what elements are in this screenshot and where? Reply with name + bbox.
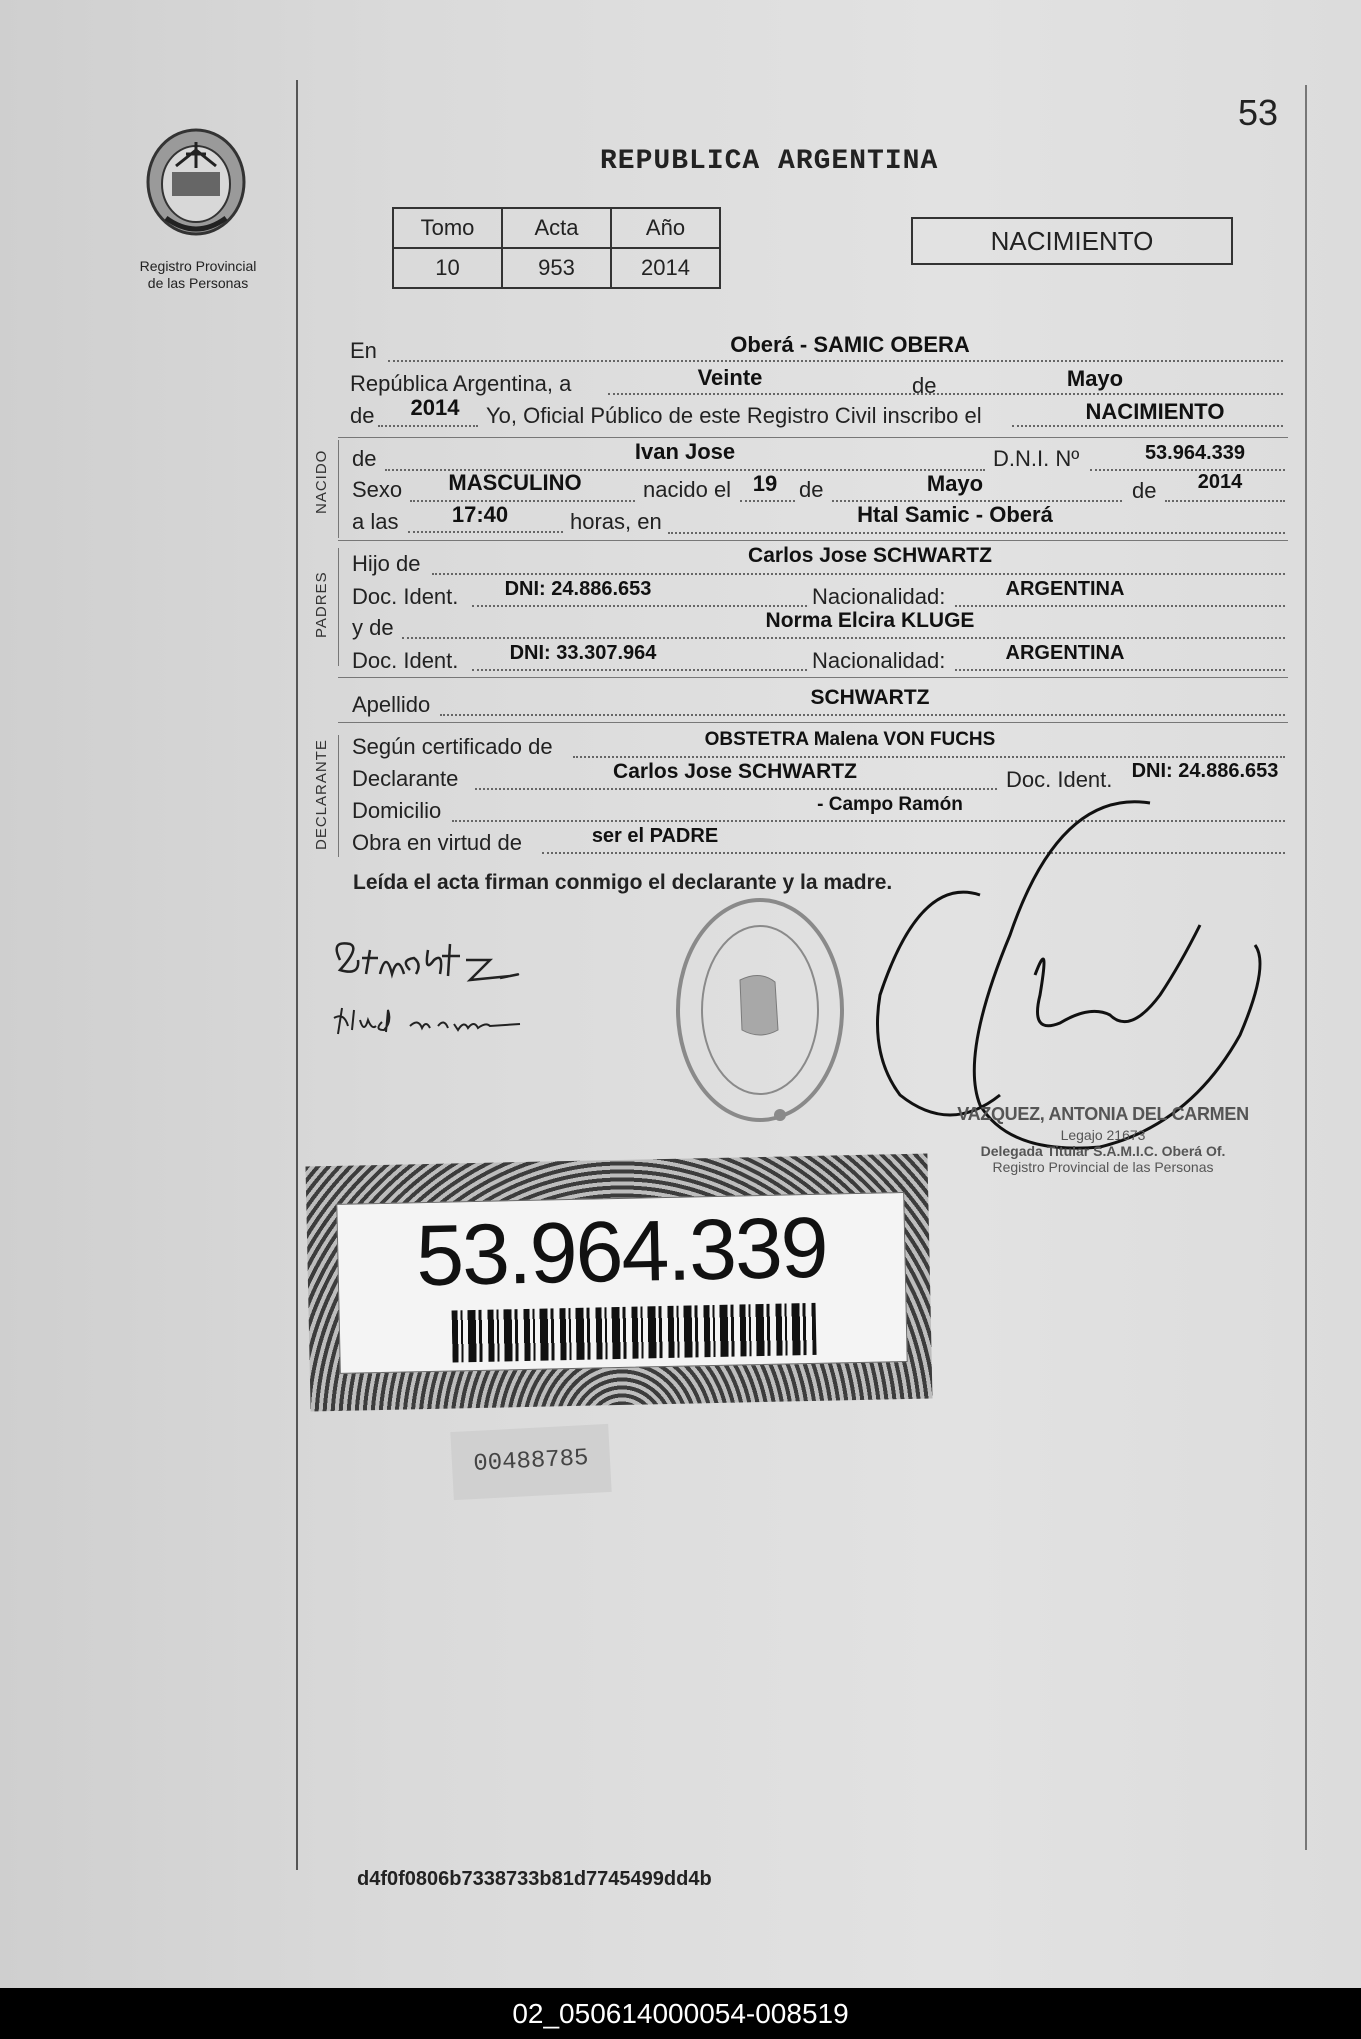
padres-bracket bbox=[338, 548, 339, 666]
barcode-label bbox=[336, 1192, 907, 1374]
document-type-box bbox=[911, 217, 1233, 265]
nacido-year-value: 2014 bbox=[1197, 471, 1243, 493]
hijo-de-label: Hijo de bbox=[352, 551, 421, 576]
table-header-acta: Acta bbox=[502, 208, 611, 248]
table-value-acta: 953 bbox=[502, 248, 611, 288]
dni-value: 53.964.339 bbox=[1144, 442, 1246, 464]
father-doc-label: Doc. Ident. bbox=[352, 584, 459, 609]
inscribo-value: NACIMIENTO bbox=[1085, 399, 1225, 424]
country-title: REPUBLICA ARGENTINA bbox=[600, 146, 939, 177]
serial-sticker bbox=[450, 1424, 611, 1500]
time-value: 17:40 bbox=[451, 502, 509, 527]
mother-nat-label: Nacionalidad: bbox=[812, 648, 946, 673]
section-label-declarante: DECLARANTE bbox=[313, 739, 330, 850]
nacido-de-label: de bbox=[352, 446, 377, 471]
provincial-logo bbox=[136, 122, 256, 262]
footer-id-bar bbox=[0, 1988, 1361, 2039]
barcode-number: 53.964.339 bbox=[415, 1199, 828, 1305]
nacido-bracket bbox=[338, 440, 339, 538]
nacido-month-value: Mayo bbox=[926, 471, 984, 496]
father-dots bbox=[432, 573, 1285, 575]
official-legajo: Legajo 21673 bbox=[1060, 1127, 1146, 1143]
obra-value: ser el PADRE bbox=[591, 825, 719, 847]
mother-doc-value: DNI: 33.307.964 bbox=[509, 642, 657, 664]
mother-nat-value: ARGENTINA bbox=[1005, 642, 1125, 664]
en-value: Oberá - SAMIC OBERA bbox=[730, 332, 970, 357]
barcode-label-frame bbox=[306, 1154, 933, 1412]
logo-caption-line1: Registro Provincial bbox=[139, 258, 257, 274]
document-hash: d4f0f0806b7338733b81d7745499dd4b bbox=[357, 1868, 712, 1890]
father-nat-value: ARGENTINA bbox=[1005, 578, 1125, 600]
segun-value: OBSTETRA Malena VON FUCHS bbox=[704, 729, 996, 750]
dni-label: D.N.I. Nº bbox=[993, 446, 1080, 471]
nacido-de2-label: de bbox=[799, 477, 824, 502]
tomo-acta-anio-table bbox=[392, 207, 721, 289]
section-divider-declarante bbox=[338, 722, 1288, 723]
logo-caption-line2: de las Personas bbox=[147, 275, 249, 291]
misiones-seal-icon bbox=[136, 122, 256, 262]
table-header-tomo: Tomo bbox=[393, 208, 502, 248]
nacido-day-dots bbox=[740, 500, 795, 502]
declarante-value: Carlos Jose SCHWARTZ bbox=[613, 760, 857, 783]
barcode-bars bbox=[452, 1303, 817, 1363]
table-value-anio: 2014 bbox=[611, 248, 720, 288]
declarante-dots bbox=[475, 788, 997, 790]
mother-doc-label: Doc. Ident. bbox=[352, 648, 459, 673]
horas-label: horas, en bbox=[570, 509, 662, 534]
serial-number: 00488785 bbox=[472, 1445, 590, 1478]
oficial-text: Yo, Oficial Público de este Registro Civil inscribo el bbox=[486, 403, 982, 428]
apellido-value: SCHWARTZ bbox=[810, 686, 930, 709]
document-type-label: NACIMIENTO bbox=[990, 226, 1154, 256]
a-las-label: a las bbox=[352, 509, 399, 534]
right-margin-line bbox=[1305, 85, 1307, 1850]
sexo-label: Sexo bbox=[352, 477, 403, 502]
segun-label: Según certificado de bbox=[352, 734, 553, 759]
section-label-nacido: NACIDO bbox=[313, 449, 330, 514]
father-doc-dots bbox=[472, 605, 807, 607]
obra-label: Obra en virtud de bbox=[352, 830, 522, 855]
en-label: En bbox=[350, 338, 377, 363]
republica-dots bbox=[608, 393, 1283, 395]
place-dots bbox=[668, 532, 1285, 534]
republica-label: República Argentina, a bbox=[350, 371, 572, 396]
sexo-value: MASCULINO bbox=[448, 470, 582, 495]
section-divider-apellido bbox=[338, 677, 1288, 678]
nacido-de3-label: de bbox=[1132, 478, 1157, 503]
domicilio-label: Domicilio bbox=[352, 798, 442, 823]
father-doc-value: DNI: 24.886.653 bbox=[504, 578, 652, 600]
official-stamp bbox=[938, 1104, 1268, 1175]
parent-signatures bbox=[330, 930, 630, 1040]
intro-day-value: Veinte bbox=[697, 365, 763, 390]
apellido-label: Apellido bbox=[352, 692, 431, 717]
father-value: Carlos Jose SCHWARTZ bbox=[748, 544, 992, 567]
nacido-name-value: Ivan Jose bbox=[634, 439, 736, 464]
nacido-year-dots bbox=[1165, 500, 1285, 502]
intro-year-value: 2014 bbox=[410, 395, 460, 420]
intro-de-label: de bbox=[912, 373, 937, 398]
declarante-label: Declarante bbox=[352, 766, 459, 791]
place-value: Htal Samic - Oberá bbox=[857, 502, 1053, 527]
intro-month-value: Mayo bbox=[1066, 366, 1124, 391]
inscribo-dots bbox=[1012, 425, 1283, 427]
section-divider-padres bbox=[338, 540, 1288, 541]
left-margin-line bbox=[296, 80, 298, 1870]
apellido-dots bbox=[440, 714, 1285, 716]
mother-value: Norma Elcira KLUGE bbox=[765, 609, 975, 632]
y-de-label: y de bbox=[352, 615, 394, 640]
declarante-bracket bbox=[338, 735, 339, 857]
declarante-doc-value: DNI: 24.886.653 bbox=[1131, 760, 1279, 782]
delegation-round-seal bbox=[660, 890, 860, 1140]
footer-id: 02_050614000054-008519 bbox=[512, 1998, 849, 2029]
domicilio-value: - Campo Ramón bbox=[817, 794, 963, 815]
intro-year-dots bbox=[378, 425, 478, 427]
section-divider-nacido bbox=[338, 437, 1288, 438]
table-header-anio: Año bbox=[611, 208, 720, 248]
segun-dots bbox=[573, 756, 1285, 758]
mother-doc-dots bbox=[472, 669, 807, 671]
mother-dots bbox=[402, 637, 1285, 639]
nacido-day-value: 19 bbox=[752, 471, 778, 496]
table-value-tomo: 10 bbox=[393, 248, 502, 288]
section-label-padres: PADRES bbox=[313, 571, 330, 638]
father-nat-dots bbox=[955, 605, 1285, 607]
father-nat-label: Nacionalidad: bbox=[812, 584, 946, 609]
page-number: 53 bbox=[1238, 92, 1279, 133]
official-role: Delegada Titular S.A.M.I.C. Oberá Of. bbox=[980, 1143, 1226, 1159]
intro-de2-label: de bbox=[350, 403, 375, 428]
time-dots bbox=[408, 531, 563, 533]
official-name: VAZQUEZ, ANTONIA DEL CARMEN bbox=[957, 1104, 1249, 1124]
declarante-doc-label: Doc. Ident. bbox=[1006, 767, 1113, 792]
mother-nat-dots bbox=[955, 669, 1285, 671]
logo-caption bbox=[118, 258, 278, 292]
official-office: Registro Provincial de las Personas bbox=[992, 1159, 1214, 1175]
nacido-el-label: nacido el bbox=[643, 477, 732, 502]
closing-statement: Leída el acta firman conmigo el declarante y la madre. bbox=[353, 871, 893, 894]
en-dots bbox=[388, 360, 1283, 362]
